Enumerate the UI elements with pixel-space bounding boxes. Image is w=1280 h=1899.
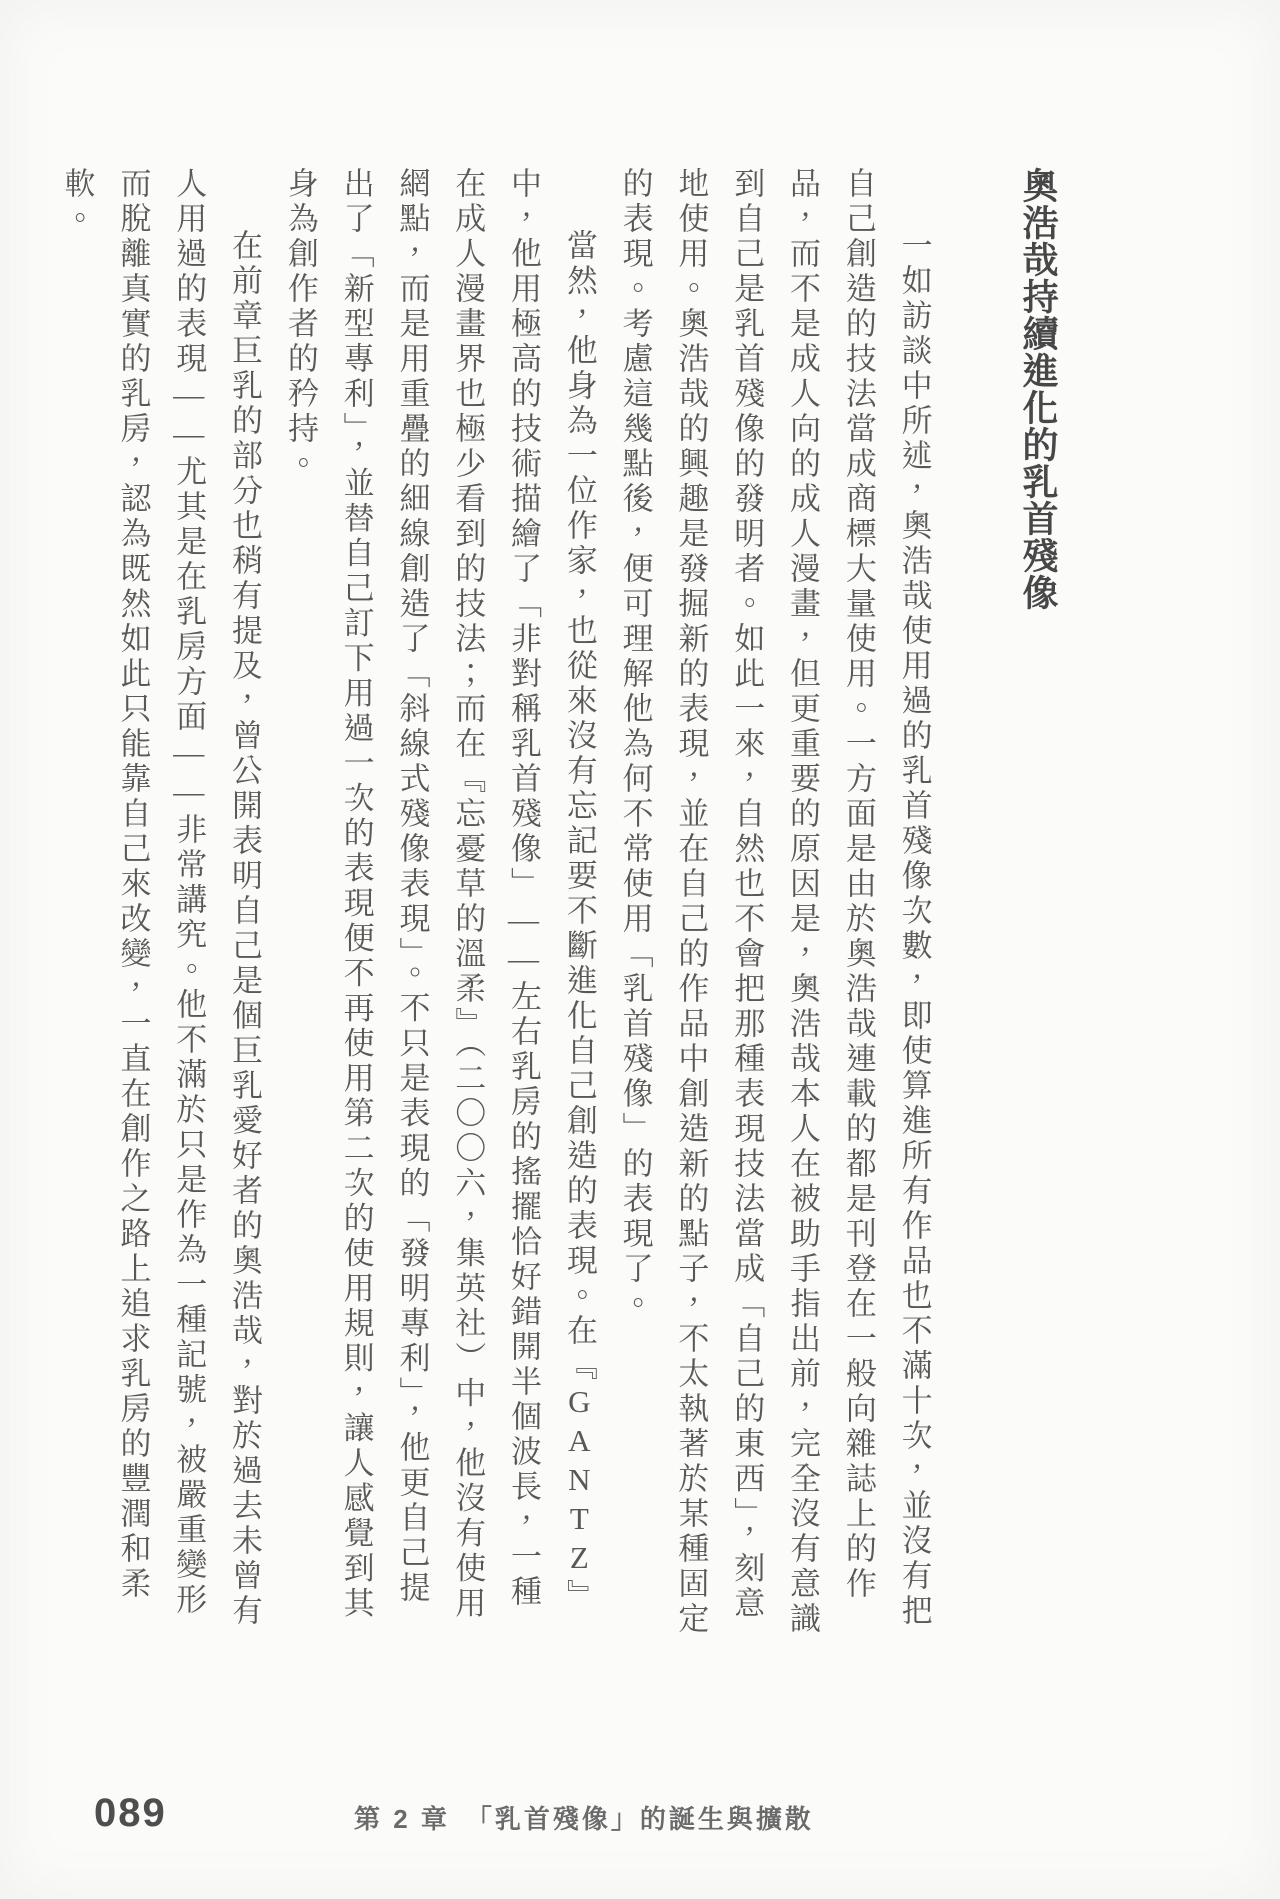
body-text bbox=[49, 167, 942, 1637]
chapter-running-footer: 第 2 章 「乳首殘像」的誕生與擴散 bbox=[354, 1804, 814, 1834]
section-title: 奧浩哉持續進化的乳首殘像 bbox=[1018, 167, 1058, 611]
paragraph-3: 在前章巨乳的部分也稍有提及，曾公開表明自己是個巨乳愛好者的奧浩哉，對於過去未曾有人用過的表現——尤其是在乳房方面——非常講究。他不滿於只是作為一種記號，被嚴重變形而脫離真實的乳房，認為既然如此只能靠自己來改變，一直在創作之路上追求乳房的豐潤和柔軟。 bbox=[59, 167, 263, 1629]
paragraph-2: 當然，他身為一位作家，也從來沒有忘記要不斷進化自己創造的表現。在『GANTZ』中，他用極高的技術描繪了「非對稱乳首殘像」——左右乳房的搖擺恰好錯開半個波長，一種在成人漫畫界也極少看到的技法；而在『忘憂草的溫柔』（二〇〇六，集英社）中，他沒有使用網點，而是用重疊的細線創造了「斜線式殘像表現」。不只是表現的「發明專利」，他更自己提出了「新型專利」，並替自己訂下用過一次的表現便不再使用第二次的使用規則，讓人感覺到其身為創作者的矜持。 bbox=[282, 167, 597, 1622]
page-number: 089 bbox=[94, 1791, 167, 1835]
vertical-text-block bbox=[49, 167, 1058, 1637]
paragraph-1: 一如訪談中所述，奧浩哉使用過的乳首殘像次數，即使算進所有作品也不滿十次，並沒有把自己創造的技法當成商標大量使用。一方面是由於奧浩哉連載的都是刊登在一般向雜誌上的作品，而不是成人向的成人漫畫，但更重要的原因是，奧浩哉本人在被助手指出前，完全沒有意識到自己是乳首殘像的發明者。如此一來，自然也不會把那種表現技法當成「自己的東西」，刻意地使用。奧浩哉的興趣是發掘新的表現，並在自己的作品中創造新的點子，不太執著於某種固定的表現。考慮這幾點後，便可理解他為何不常使用「乳首殘像」的表現了。 bbox=[617, 167, 932, 1637]
